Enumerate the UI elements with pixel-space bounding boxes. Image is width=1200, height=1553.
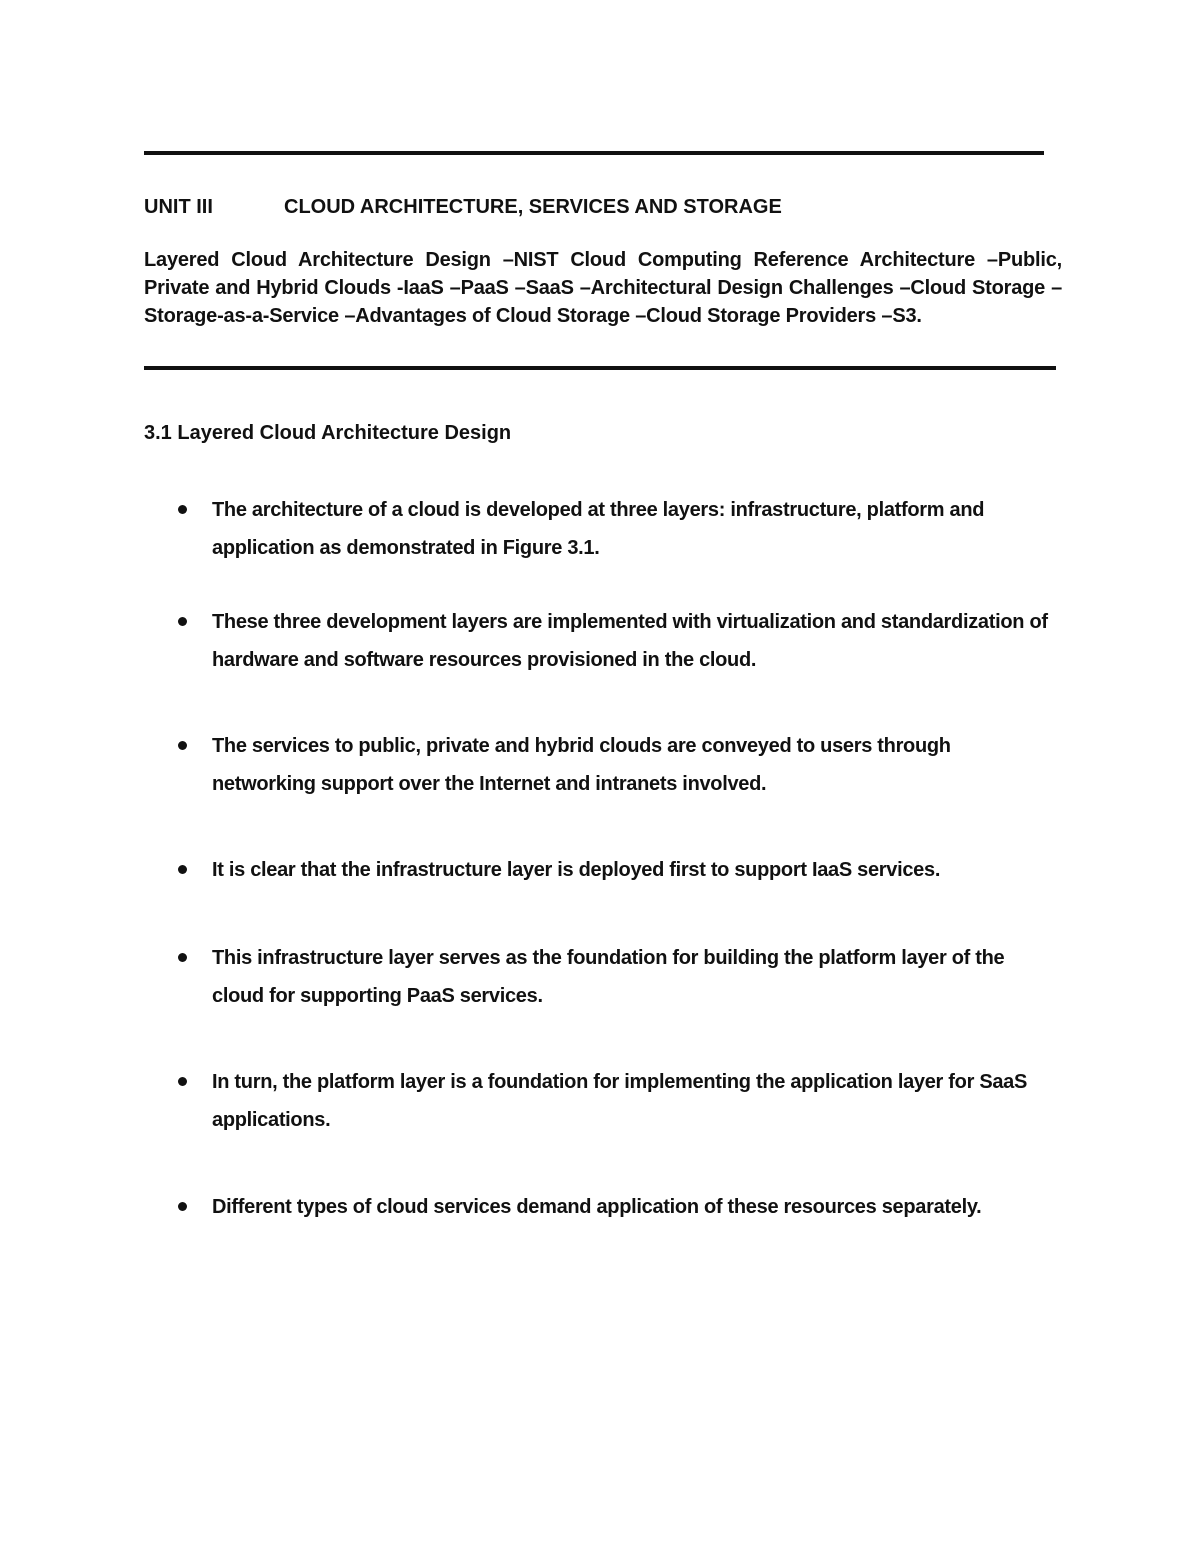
bullet-icon [178,741,187,750]
list-item-text: It is clear that the infrastructure layer is deployed first to support IaaS services. [212,859,941,881]
list-item [172,603,1052,679]
top-horizontal-rule [144,151,1044,155]
list-item-text: In turn, the platform layer is a foundation for implementing the application layer for SaaS applications. [212,1071,1028,1131]
bullet-icon [178,1202,187,1211]
bullet-icon [178,505,187,514]
bullet-icon [178,1077,187,1086]
bottom-horizontal-rule [144,366,1056,370]
unit-header [144,194,1056,220]
list-item-text: This infrastructure layer serves as the foundation for building the platform layer of the cloud for supporting PaaS services. [212,947,1005,1007]
list-item [172,1188,1052,1226]
bullet-icon [178,865,187,874]
bullet-icon [178,953,187,962]
unit-title: CLOUD ARCHITECTURE, SERVICES AND STORAGE [284,196,782,218]
list-item [172,727,1052,803]
list-item [172,851,1052,889]
unit-label: UNIT III [144,196,213,218]
list-item-text: These three development layers are implemented with virtualization and standardization of hardware and software resources provisioned in the cloud. [212,611,1048,671]
list-item-text: The architecture of a cloud is developed at three layers: infrastructure, platform and application as demonstrated in Figure 3.1. [212,499,985,559]
list-item-text: Different types of cloud services demand application of these resources separately. [212,1196,982,1218]
list-item [172,1063,1052,1139]
syllabus-paragraph: Layered Cloud Architecture Design –NIST Cloud Computing Reference Architecture –Public, Private and Hybrid Clouds -IaaS –PaaS –SaaS –Architectural Design Challenges –Cloud Storage –Storage-as-a-Service –Advantages of Cloud Storage –Cloud Storage Providers –S3. [144,249,1062,327]
list-item [172,939,1052,1015]
list-item [172,491,1052,567]
section-heading: 3.1 Layered Cloud Architecture Design [144,422,512,444]
bullet-icon [178,617,187,626]
list-item-text: The services to public, private and hybrid clouds are conveyed to users through networking support over the Internet and intranets involved. [212,735,951,795]
